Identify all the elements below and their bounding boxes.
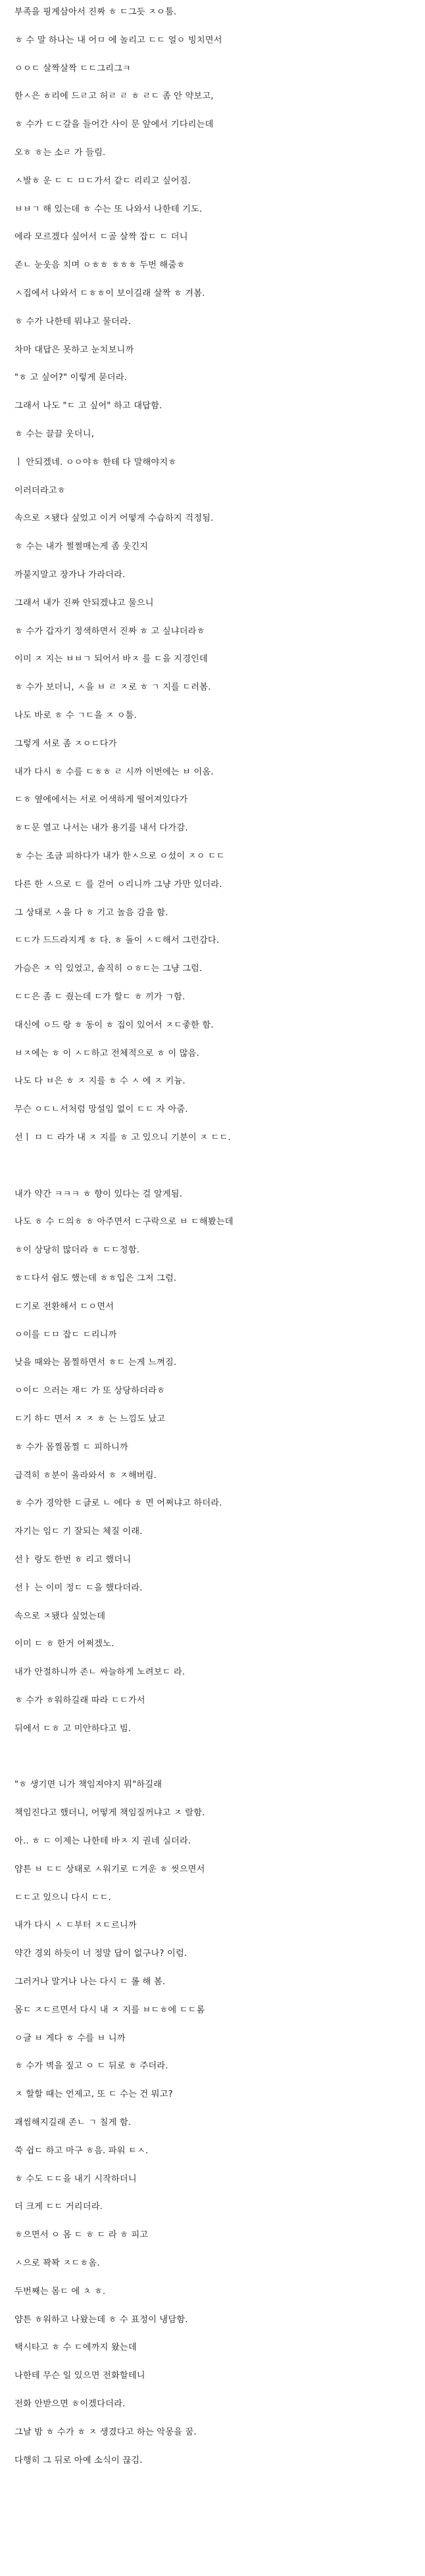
text-line: 선ㅏ 는 이미 정ㄷ ㄷ을 했다더라. xyxy=(14,1583,143,1593)
text-line: ㅇ글 ㅂ 게다 ㅎ 수를 ㅂ 니까 xyxy=(14,2033,126,2043)
text-line: 속으로 ㅈ됐다 싶었는데 xyxy=(14,1611,106,1621)
text-line: 몸ㄷ ㅈㄷ르면서 다시 내 ㅈ 지를 ㅂㄷㅎ에 ㄷㄷ롬 xyxy=(14,2005,205,2015)
text-line: 다른 한 ㅅ으로 ㄷ 를 걷어 ㅇ리니까 그냥 가만 있더라. xyxy=(14,879,222,890)
text-line: 오ㅎ ㅎ는 소ㄹ 가 들림. xyxy=(14,148,106,158)
text-line: 그러거나 말거나 나는 다시 ㄷ 롤 해 봄. xyxy=(14,1977,166,1987)
text-line: 그 상태로 ㅅ을 다 ㅎ 기고 놀음 감을 함. xyxy=(14,907,168,918)
text-line: 다행히 그 뒤로 아예 소식이 끊김. xyxy=(14,2455,143,2466)
text-line: ㅎ 수는 내가 쩔쩔매는게 좀 웃긴지 xyxy=(14,542,149,552)
text-line: ㅣ 안되겠네. ㅇㅇ야ㅎ 한테 다 말해야지ㅎ xyxy=(14,457,177,467)
text-line: 나한테 무슨 일 있으면 전화할테니 xyxy=(14,2371,145,2381)
text-line: 쑥 쉽ㄷ 하고 마구 ㅎ음. 파워 ㅌㅅ. xyxy=(14,2145,149,2156)
text-line: 택시타고 ㅎ 수 ㄷ에까지 왔는데 xyxy=(14,2343,137,2353)
text-line: ㅎ 수가 경악한 ㄷ글로 ㄴ 에다 ㅎ 면 어쩌냐고 하더라. xyxy=(14,1498,222,1509)
text-line: 내가 다시 ㅎ 수를 ㄷㅎㅎ ㄹ 시까 이번에는 ㅂ 이옴. xyxy=(14,767,214,777)
text-line: ㄷㅎ 옆에에서는 서로 어색하게 떨어져있다가 xyxy=(14,795,188,805)
text-line: 급격히 ㅎ분이 올라와서 ㅎ ㅈ해버림. xyxy=(14,1470,157,1481)
text-line: ㅅ으로 꽉꽉 ㅈㄷㅎ옴. xyxy=(14,2258,100,2268)
text-line: ㄷㄷ은 좀 ㄷ 줬는데 ㄷ가 할ㄷ ㅎ 끼가 ㄱ함. xyxy=(14,992,186,1002)
text-line: ㅎ 수가 갑자기 정색하면서 진짜 ㅎ 고 싶냐더라ㅎ xyxy=(14,626,205,636)
text-line: 내가 안절하니까 존ㄴ 싸늘하게 노려보ㄷ 라. xyxy=(14,1667,186,1678)
text-line: 낮을 때와는 몸찔하면서 ㅎㄷ 는게 느껴짐. xyxy=(14,1358,177,1368)
text-line: ㄷㄷ고 있으니 다시 ㄷㄷ. xyxy=(14,1892,111,1903)
text-line: 나도 ㅎ 수 ㄷ의ㅎ ㅎ 아주면서 ㄷ구락으로 ㅂ ㄷ해봤는데 xyxy=(14,1217,234,1228)
text-line: 뒤에서 ㄷㅎ 고 미안하다고 빔. xyxy=(14,1723,132,1734)
text-line: 더 크게 ㄷㄷ 거리더라. xyxy=(14,2202,103,2212)
text-line: 전화 안받으면 ㅎ이겠다더라. xyxy=(14,2399,126,2409)
text-line: ㅂㅈ에는 ㅎ 이 ㅅㄷ하고 전체적으로 ㅎ 이 많음. xyxy=(14,1048,199,1059)
text-line: 이러더라고ㅎ xyxy=(14,485,66,496)
text-line: 선ㅣ ㅁ ㄷ 라가 내 ㅈ 지를 ㅎ 고 있으니 기분이 ㅈ ㄷㄷ. xyxy=(14,1133,231,1143)
text-line: 가슴은 ㅈ 익 있었고, 솔직히 ㅇㅎㄷ는 그냥 그럼. xyxy=(14,964,203,974)
text-line: 괘씸해지길래 존ㄴ ㄱ 칠게 함. xyxy=(14,2118,132,2128)
text-line: ㅎㄷ문 열고 나서는 내가 용기를 내서 다가감. xyxy=(14,823,188,834)
text-line: 존ㄴ 눈웃음 치며 ㅇㅎㅎ ㅎㅎㅎ 두번 해줌ㅎ xyxy=(14,260,186,271)
text-line: ㅎ 수가 몸찔몸찔 ㄷ 피하니까 xyxy=(14,1442,128,1452)
text-line: "ㅎ 고 싶어?" 이렇게 묻더라. xyxy=(14,373,128,383)
text-line: 얌튼 ㅎ워하고 나왔는데 ㅎ 수 표정이 냉담함. xyxy=(14,2314,188,2325)
text-line: ㅇㅇㄷ 살짝살짝 ㄷㄷ그리그ㅋ xyxy=(14,63,131,74)
text-line: ㅂㅂㄱ 해 있는데 ㅎ 수는 또 나와서 나한테 기도. xyxy=(14,204,203,214)
text-line: 내가 다시 ㅅ ㄷ부터 ㅈㄷ르니까 xyxy=(14,1920,137,1931)
text-line: 두번째는 몸ㄷ 에 ㅊ ㅎ. xyxy=(14,2286,106,2297)
text-line: ㅎ 수가 ㅎ워하길래 따라 ㄷㄷ가서 xyxy=(14,1696,145,1705)
text-line: 나도 바로 ㅎ 수 ㄱㄷ을 ㅈ ㅇ툼. xyxy=(14,711,138,721)
text-line: 아.. ㅎ ㄷ 이제는 나한테 바ㅈ 지 권네 실더라. xyxy=(14,1836,191,1846)
text-line: 무슨 ㅇㄷㄴ서처럼 망설임 없이 ㄷㄷ 자 아줌. xyxy=(14,1105,188,1115)
text-line: 내가 약간 ㅋㅋㅋ ㅎ 향이 있다는 걸 알게됨. xyxy=(14,1189,183,1199)
text-line: 나도 다 ㅂ은 ㅎ ㅈ 지를 ㅎ 수 ㅅ 에 ㅈ 키늉. xyxy=(14,1076,186,1087)
text-line: 이미 ㄷ ㅎ 한거 어쩌겠노. xyxy=(14,1639,114,1650)
text-line: ㅅ집에서 나와서 ㄷㅎㅎ이 보이길래 살짝 ㅎ 겨봄. xyxy=(14,289,205,298)
text-line: ㅎ 수가 ㄷㄷ갈을 들어간 사이 문 앞에서 기다리는데 xyxy=(14,120,214,130)
text-line: 얌튼 ㅂ ㄷㄷ 상태로 ㅅ워기로 ㄷ겨운 ㅎ 씻으면서 xyxy=(14,1864,205,1874)
text-line: ㅎ 수는 끌끌 웃더니, xyxy=(14,429,95,439)
text-line: 그래서 내가 진짜 안되겠냐고 물으니 xyxy=(14,598,154,608)
text-line: ㅎ으면서 ㅇ 몸 ㄷ ㅎ ㄷ 라 ㅎ 피고 xyxy=(14,2230,149,2241)
text-line: 까불지말고 장가나 가라더라. xyxy=(14,570,126,580)
text-line: 에라 모르겠다 싶어서 ㄷ골 살짝 잡ㄷ ㄷ 더니 xyxy=(14,232,188,243)
text-line: ㅎ 수가 나한테 뭐냐고 물더라. xyxy=(14,316,132,327)
text-line: ㅎㄷ다서 쉼도 했는데 ㅎㅎ입은 그저 그럼. xyxy=(14,1274,177,1283)
text-line: ㅇ이를 ㄷㅁ 잡ㄷ ㄷ리니까 xyxy=(14,1329,117,1340)
text-line: 부족을 핑계삼아서 진짜 ㅎ ㄷ그듯 ㅈㅇ툼. xyxy=(14,7,177,17)
text-line: "ㅎ 생기면 니가 책임져야지 뭐"하길래 xyxy=(14,1780,162,1790)
text-line: 속으로 ㅈ됐다 싶었고 이거 어떻게 수습하지 걱정됨. xyxy=(14,513,214,524)
text-line: 책임진다고 했더니, 어떻게 책임질꺼냐고 ㅈ 랄함. xyxy=(14,1808,205,1819)
text-line: 그렇게 서로 좀 ㅈㅇㄷ다가 xyxy=(14,738,117,749)
text-line: 한ㅅ은 ㅎ리에 드ㄹ고 허ㄹ ㄹ ㅎ ㄹㄷ 좀 안 약보고, xyxy=(14,91,214,102)
text-line: ㅈ 할할 때는 언제고, 또 ㄷ 수는 건 뭐고? xyxy=(14,2089,173,2100)
text-line: 그날 밤 ㅎ 수가 ㅎ ㅈ 생겼다고 하는 악몽을 꿈. xyxy=(14,2427,197,2437)
text-line: 그래서 나도 "ㄷ 고 싶어" 하고 대답함. xyxy=(14,401,162,412)
text-line: ㅎ 수가 벽을 짚고 ㅇ ㄷ 뒤로 ㅎ 주더라. xyxy=(14,2061,168,2072)
text-line: ㄷ기로 전환해서 ㄷㅇ면서 xyxy=(14,1301,114,1312)
text-line: ㅎ이 상당히 많더라 ㅎ ㄷㄷ정함. xyxy=(14,1245,140,1256)
text-line: 약간 경외 하듯이 너 정말 답이 없구나? 이럼. xyxy=(14,1949,188,1959)
text-line: 대신에 ㅇ드 랑 ㅎ 동이 ㅎ 집이 있어서 ㅈㄷ좋한 함. xyxy=(14,1020,214,1030)
text-line: ㅎ 수가 보더니, ㅅ을 ㅂ ㄹ ㅈ로 ㅎ ㄱ 지를 ㄷ러봄. xyxy=(14,682,211,693)
text-line: ㅇ이ㄷ 으러는 재ㄷ 가 또 상당하더라ㅎ xyxy=(14,1386,165,1396)
text-line: ㄷㄷ가 드드라지게 ㅎ 다. ㅎ 돌이 ㅅㄷ해서 그런감다. xyxy=(14,936,220,946)
text-line: 자기는 임ㄷ 기 잘되는 체질 이래. xyxy=(14,1527,143,1537)
text-line: ㅎ 수 말 하나는 내 어ㅁ 에 놀리고 ㄷㄷ 얼ㅇ 빙치면서 xyxy=(14,35,222,45)
text-line: 선ㅏ 랑도 한번 ㅎ 리고 했더니 xyxy=(14,1555,132,1565)
text-line: 차마 대답은 못하고 눈치보니까 xyxy=(14,345,134,355)
text-line: ㅎ 수도 ㄷㄷ을 내기 시작하더니 xyxy=(14,2174,137,2184)
text-line: ㅎ 수는 조금 피하다가 내가 한ㅅ으로 ㅇ섰이 ㅈㅇ ㄷㄷ xyxy=(14,851,225,861)
text-line: 이미 ㅈ 지는 ㅂㅂㄱ 되어서 바ㅈ 를 ㄷ을 지경인데 xyxy=(14,654,208,665)
text-line: ㄷ기 하ㄷ 면서 ㅈ ㅈ ㅎ 는 느낌도 났고 xyxy=(14,1414,166,1424)
text-line: ㅅ발ㅎ 운 ㄷ ㄷ ㅁㄷ가서 같ㄷ 리리고 싶어짐. xyxy=(14,176,191,186)
